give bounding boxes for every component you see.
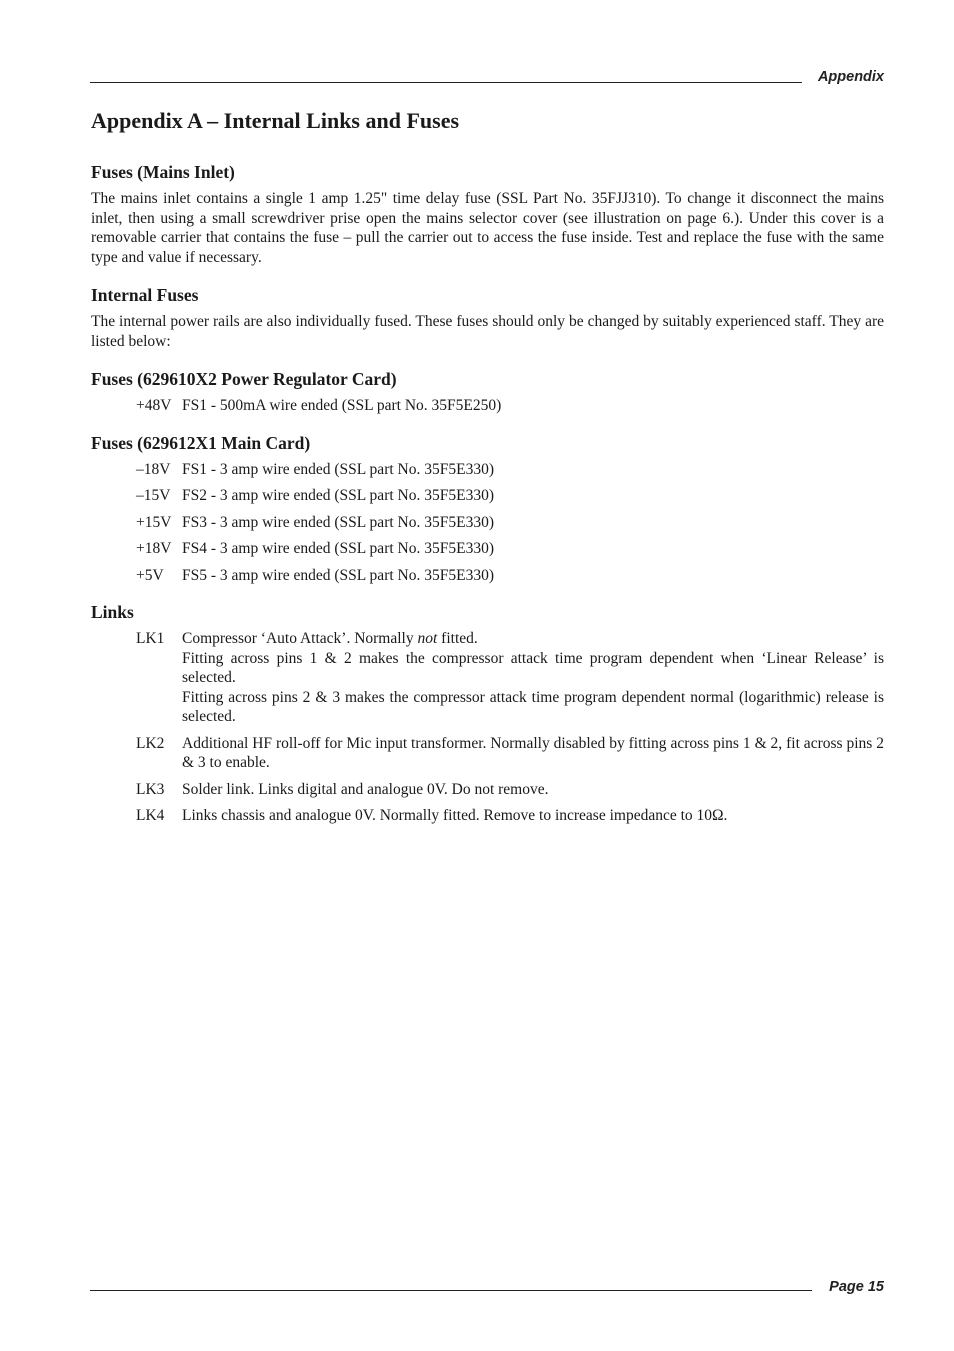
link-code: LK3 (136, 780, 165, 798)
fuse-list-item (91, 396, 884, 416)
fuse-description: FS1 - 3 amp wire ended (SSL part No. 35F5E330) (182, 460, 494, 478)
section-heading: Fuses (629612X1 Main Card) (91, 432, 311, 453)
fuse-list-item (91, 486, 884, 506)
link-list-item (91, 806, 884, 826)
fuse-list-item (91, 566, 884, 586)
fuse-description: FS4 - 3 amp wire ended (SSL part No. 35F5E330) (182, 540, 494, 558)
section-text: The internal power rails are also individually fused. These fuses should only be changed by suitably experienced staff. They are listed below: (91, 313, 884, 350)
link-code: LK2 (136, 734, 165, 752)
section-text: The mains inlet contains a single 1 amp 1.25" time delay fuse (SSL Part No. 35FJJ310). To change it disconnect the mains inlet, then using a small screwdriver prise open the mains selector cover (see illustration on page 6.). Under this cover is a removable carrier that contains the fuse – pull the carrier out to access the fuse inside. Test and replace the fuse with the same type and value if necessary. (91, 190, 884, 266)
fuse-rail: +15V (136, 513, 172, 531)
section-regulator-card (91, 369, 884, 433)
link-list-item (91, 629, 884, 727)
page-title: Appendix A – Internal Links and Fuses (91, 108, 460, 133)
page-content (91, 108, 884, 833)
link-text: Compressor ‘Auto Attack’. Normally (182, 630, 418, 648)
section-heading: Internal Fuses (91, 285, 199, 306)
section-heading: Fuses (629610X2 Power Regulator Card) (91, 369, 397, 390)
link-list-item (91, 780, 884, 800)
fuse-rail: –18V (136, 460, 171, 478)
fuse-description: FS5 - 3 amp wire ended (SSL part No. 35F5E330) (182, 566, 494, 584)
link-description-line: Fitting across pins 1 & 2 makes the compressor attack time program dependent when ‘Linear Release’ is selected. (182, 649, 884, 687)
fuse-rail: –15V (136, 487, 171, 505)
section-internal-fuses (91, 285, 884, 351)
fuse-rail: +18V (136, 540, 172, 558)
section-heading: Links (91, 602, 134, 623)
fuse-list-item (91, 460, 884, 480)
footer-rule (90, 1290, 812, 1291)
page-number: Page 15 (829, 1279, 884, 1295)
fuse-description: FS2 - 3 amp wire ended (SSL part No. 35F5E330) (182, 487, 494, 505)
fuse-list-item (91, 513, 884, 533)
fuse-description: FS3 - 3 amp wire ended (SSL part No. 35F5E330) (182, 513, 494, 531)
link-text-emphasis: not (417, 630, 438, 648)
link-description (182, 629, 884, 727)
link-description: Additional HF roll-off for Mic input transformer. Normally disabled by fitting across pins 1 & 2, fit across pins 2 & 3 to enable. (182, 734, 884, 772)
link-description-line: Fitting across pins 2 & 3 makes the compressor attack time program dependent normal (logarithmic) release is selected. (182, 688, 884, 726)
section-main-card (91, 433, 884, 603)
fuse-list-item (91, 539, 884, 559)
section-mains-inlet (91, 162, 884, 267)
section-links (91, 602, 884, 826)
link-description-line (182, 629, 884, 649)
fuse-rail: +48V (136, 397, 172, 415)
link-description: Links chassis and analogue 0V. Normally fitted. Remove to increase impedance to 10Ω. (182, 807, 728, 825)
link-description: Solder link. Links digital and analogue 0V. Do not remove. (182, 780, 549, 798)
fuse-description: FS1 - 500mA wire ended (SSL part No. 35F5E250) (182, 397, 502, 415)
link-text: fitted. (437, 630, 478, 648)
header-rule (90, 82, 802, 83)
link-code: LK4 (136, 807, 165, 825)
link-list-item (91, 734, 884, 773)
section-heading: Fuses (Mains Inlet) (91, 162, 235, 183)
link-code: LK1 (136, 630, 165, 648)
fuse-rail: +5V (136, 566, 164, 584)
header-section-label: Appendix (817, 69, 884, 85)
